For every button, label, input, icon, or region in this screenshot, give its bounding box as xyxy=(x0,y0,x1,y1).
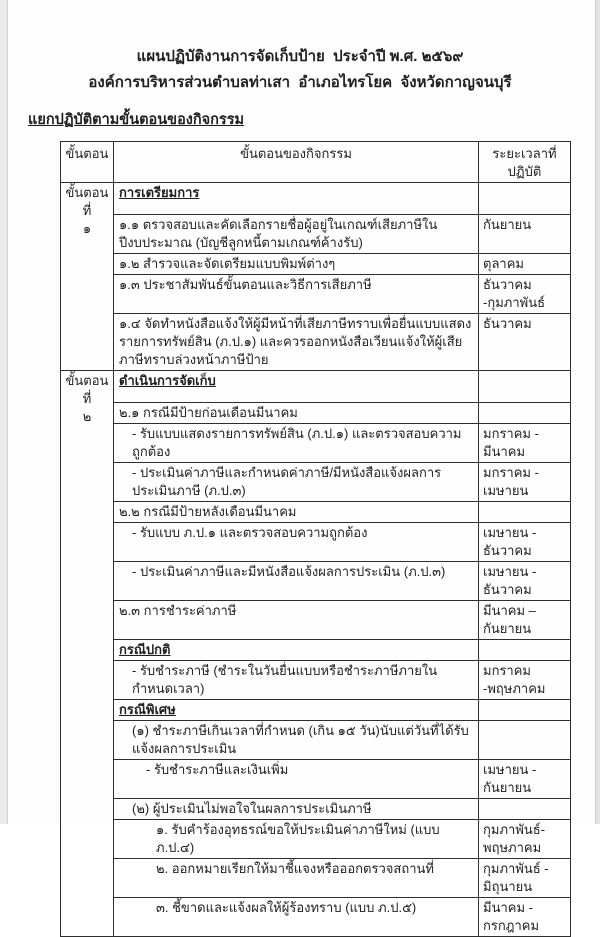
step-label: ขั้นตอนที่ xyxy=(65,185,109,218)
activity-cell: (๒) ผู้ประเมินไม่พอใจในผลการประเมินภาษี xyxy=(114,799,479,820)
period-cell xyxy=(479,799,571,820)
activity-cell: ๒.๓ การชำระค่าภาษี xyxy=(114,601,479,640)
table-header-row xyxy=(61,142,571,183)
activity-cell: ๑.๔ จัดทำหนังสือแจ้งให้ผู้มีหน้าที่เสียภาษีทราบเพื่อยื่นแบบแสดงรายการทรัพย์สิน (ภ.ป.๑) และควรออกหนังสือเวียนแจ้งให้ผู้เสียภาษีทราบล่วงหน้าภาษีป้าย xyxy=(114,314,479,371)
header-period xyxy=(479,142,571,183)
period-cell: มกราคม -พฤษภาคม xyxy=(479,661,571,700)
activity-cell: - ประเมินค่าภาษีและกำหนดค่าภาษี/มีหนังสือแจ้งผลการประเมินภาษี (ภ.ป.๓) xyxy=(114,463,479,502)
scan-edge-right xyxy=(595,0,600,824)
step-number: ๑ xyxy=(82,221,92,236)
header-step: ขั้นตอน xyxy=(61,142,114,183)
section-title: ดำเนินการจัดเก็บ xyxy=(114,371,479,403)
table-row xyxy=(61,760,571,799)
section-row xyxy=(61,183,571,215)
table-row xyxy=(61,523,571,562)
title-block xyxy=(0,0,600,96)
period-cell: กุมภาพันธ์-พฤษภาคม xyxy=(479,820,571,859)
header-period-line2: ปฏิบัติ xyxy=(507,164,542,179)
activity-cell: ๒.๒ กรณีมีป้ายหลังเดือนมีนาคม xyxy=(114,502,479,523)
activity-cell: กรณีปกติ xyxy=(114,640,479,661)
step-label: ขั้นตอนที่ xyxy=(65,373,109,406)
table-row xyxy=(61,424,571,463)
activity-cell: ๒.๑ กรณีมีป้ายก่อนเดือนมีนาคม xyxy=(114,403,479,424)
period-cell: มีนาคม - กรกฎาคม xyxy=(479,898,571,937)
plan-table-body xyxy=(61,142,571,937)
table-row xyxy=(61,463,571,502)
activity-cell: ๑.๓ ประชาสัมพันธ์ขั้นตอนและวิธีการเสียภาษี xyxy=(114,275,479,314)
period-cell: เมษายน - ธันวาคม xyxy=(479,523,571,562)
activity-cell: ๓. ชี้ขาดและแจ้งผลให้ผู้ร้องทราบ (แบบ ภ.ป.๕) xyxy=(114,898,479,937)
table-row xyxy=(61,275,571,314)
table-row xyxy=(61,403,571,424)
section-row xyxy=(61,371,571,403)
period-cell: ตุลาคม xyxy=(479,254,571,275)
period-cell: เมษายน - กันยายน xyxy=(479,760,571,799)
step-cell xyxy=(61,371,114,937)
table-row xyxy=(61,859,571,898)
table-row xyxy=(61,601,571,640)
table-row xyxy=(61,502,571,523)
period-cell xyxy=(479,640,571,661)
activity-cell: - รับชำระภาษีและเงินเพิ่ม xyxy=(114,760,479,799)
table-row xyxy=(61,314,571,371)
table-row xyxy=(61,640,571,661)
plan-table xyxy=(60,141,571,937)
section-title: การเตรียมการ xyxy=(114,183,479,215)
activity-cell: (๑) ชำระภาษีเกินเวลาที่กำหนด (เกิน ๑๕ วัน)นับแต่วันที่ได้รับแจ้งผลการประเมิน xyxy=(114,721,479,760)
period-cell xyxy=(479,371,571,403)
document-subtitle: องค์การบริหารส่วนตำบลท่าเสา อำเภอไทรโยค จังหวัดกาญจนบุรี xyxy=(88,74,512,91)
table-row xyxy=(61,799,571,820)
table-row xyxy=(61,661,571,700)
table-row xyxy=(61,254,571,275)
period-cell xyxy=(479,403,571,424)
period-cell: มกราคม - เมษายน xyxy=(479,463,571,502)
period-cell: มกราคม - มีนาคม xyxy=(479,424,571,463)
period-cell: กุมภาพันธ์ - มิถุนายน xyxy=(479,859,571,898)
table-row xyxy=(61,898,571,937)
table-row xyxy=(61,721,571,760)
activity-cell: - รับชำระภาษี (ชำระในวันยื่นแบบหรือชำระภาษีภายในกำหนดเวลา) xyxy=(114,661,479,700)
period-cell: กันยายน xyxy=(479,215,571,254)
table-row xyxy=(61,215,571,254)
period-cell: ธันวาคม xyxy=(479,314,571,371)
activity-cell: กรณีพิเศษ xyxy=(114,700,479,721)
period-cell xyxy=(479,700,571,721)
period-cell: ธันวาคม -กุมภาพันธ์ xyxy=(479,275,571,314)
activity-cell: ๑.๑ ตรวจสอบและคัดเลือกรายชื่อผู้อยู่ในเกณฑ์เสียภาษีในปีงบประมาณ (บัญชีลูกหนี้ตามเกณฑ์ค้างรับ) xyxy=(114,215,479,254)
document-title: แผนปฏิบัติงานการจัดเก็บป้าย ประจำปี พ.ศ. ๒๕๖๙ xyxy=(136,48,464,65)
activity-cell: ๑. รับคำร้องอุทธรณ์ขอให้ประเมินค่าภาษีใหม่ (แบบ ภ.ป.๔) xyxy=(114,820,479,859)
header-activity: ขั้นตอนของกิจกรรม xyxy=(114,142,479,183)
scan-edge-left xyxy=(0,0,8,824)
period-cell xyxy=(479,183,571,215)
period-cell xyxy=(479,502,571,523)
activity-cell: - รับแบบ ภ.ป.๑ และตรวจสอบความถูกต้อง xyxy=(114,523,479,562)
section-heading: แยกปฏิบัติตามขั้นตอนของกิจกรรม xyxy=(28,112,245,128)
header-period-line1: ระยะเวลาที่ xyxy=(492,146,557,161)
table-row xyxy=(61,562,571,601)
activity-cell: ๑.๒ สำรวจและจัดเตรียมแบบพิมพ์ต่างๆ xyxy=(114,254,479,275)
period-cell: มีนาคม – กันยายน xyxy=(479,601,571,640)
activity-cell: ๒. ออกหมายเรียกให้มาชี้แจงหรือออกตรวจสถานที่ xyxy=(114,859,479,898)
table-row xyxy=(61,820,571,859)
period-cell xyxy=(479,721,571,760)
step-cell xyxy=(61,183,114,371)
table-row xyxy=(61,700,571,721)
activity-cell: - ประเมินค่าภาษีและมีหนังสือแจ้งผลการประเมิน (ภ.ป.๓) xyxy=(114,562,479,601)
step-number: ๒ xyxy=(82,409,92,424)
activity-cell: - รับแบบแสดงรายการทรัพย์สิน (ภ.ป.๑) และตรวจสอบความถูกต้อง xyxy=(114,424,479,463)
period-cell: เมษายน - ธันวาคม xyxy=(479,562,571,601)
